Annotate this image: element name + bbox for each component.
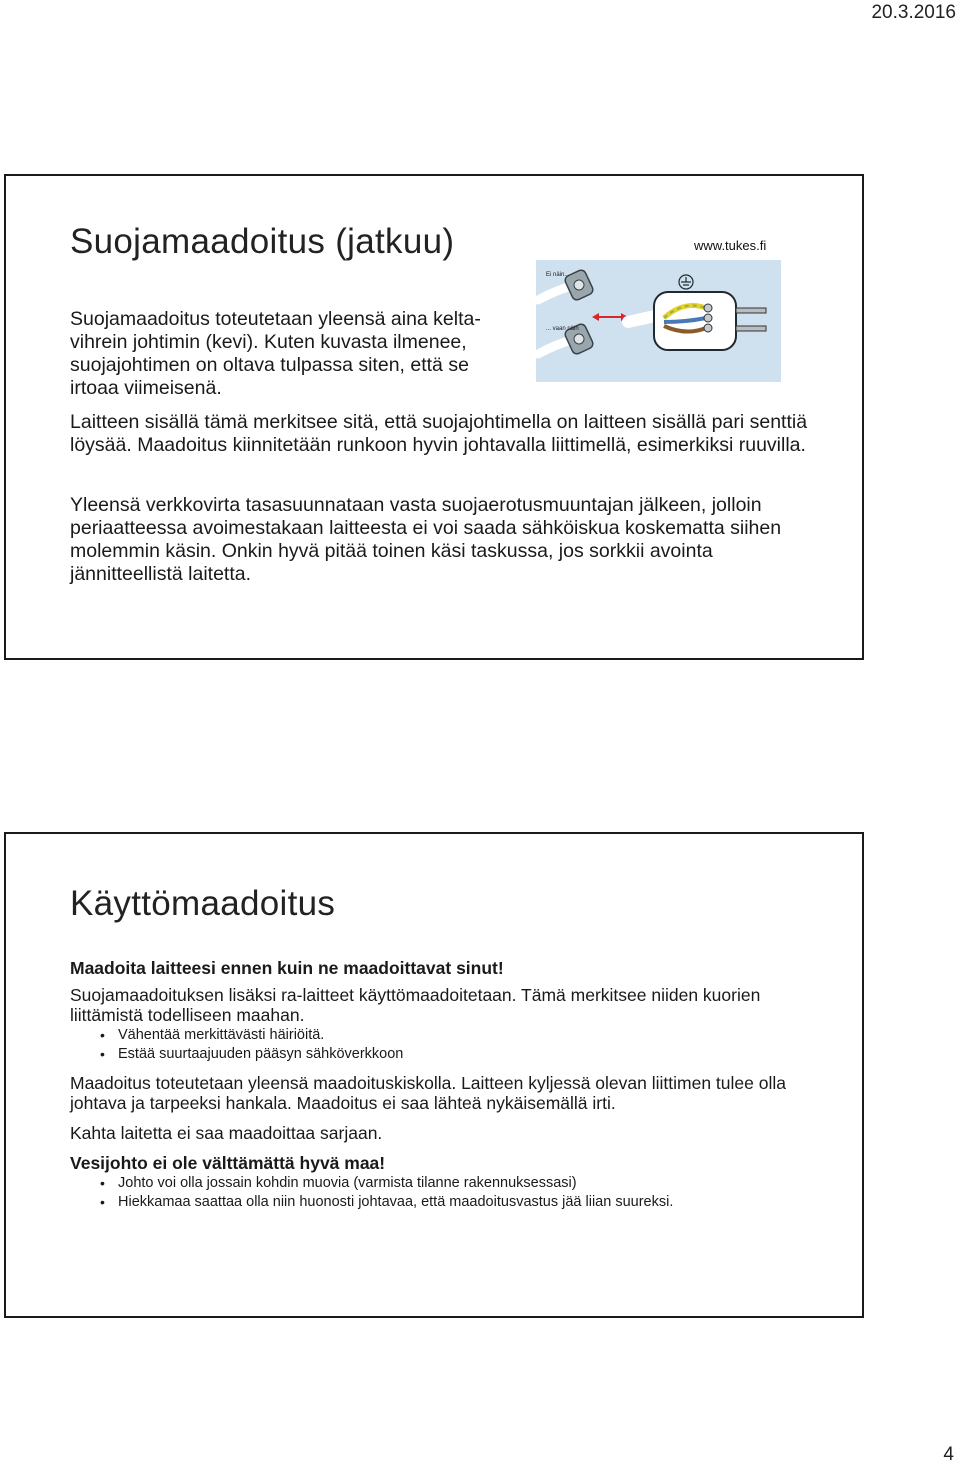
list-item: • Johto voi olla jossain kohdin muovia (varmista tilanne rakennuksessasi) — [100, 1175, 577, 1191]
plug-pin-top — [736, 308, 766, 313]
slide-kayttomaadoitus — [4, 832, 864, 1318]
paragraph-ra-laitteet: Suojamaadoituksen lisäksi ra-laitteet käyttömaadoitetaan. Tämä merkitsee niiden kuorien liittämistä todelliseen maahan. — [70, 985, 761, 1025]
paragraph-kevi: Suojamaadoitus toteutetaan yleensä aina kelta-vihrein johtimin (kevi). Kuten kuvasta ilmenee, suojajohtimen on oltava tulpassa siten, että se irtoaa viimeisenä. — [70, 308, 481, 399]
list-item: • Estää suurtaajuuden pääsyn sähköverkkoon — [100, 1046, 404, 1062]
bullet-icon: • — [100, 1175, 105, 1191]
bullet-list-vesijohto — [70, 1175, 830, 1211]
slide-title: Suojamaadoitus (jatkuu) — [70, 222, 455, 261]
page-number: 4 — [943, 1444, 954, 1465]
date-header: 20.3.2016 — [871, 2, 956, 23]
plug-grounding-diagram — [536, 260, 781, 382]
slide-suojamaadoitus — [4, 174, 864, 660]
bullet-icon: • — [100, 1046, 105, 1062]
plug-pin-bottom — [736, 326, 766, 331]
slide-body — [70, 958, 830, 1213]
bullet-icon: • — [100, 1027, 105, 1043]
label-ei-nain: Ei näin... — [546, 272, 570, 278]
emphasis-vesijohto: Vesijohto ei ole välttämättä hyvä maa! — [70, 1153, 386, 1173]
paragraph-sarjaan: Kahta laitetta ei saa maadoittaa sarjaan. — [70, 1123, 383, 1143]
emphasis-line: Maadoita laitteesi ennen kuin ne maadoittavat sinut! — [70, 958, 504, 978]
paragraph-laitteen-sisalla: Laitteen sisällä tämä merkitsee sitä, että suojajohtimella on laitteen sisällä pari senttiä löysää. Maadoitus kiinnitetään runkoon hyvin johtavalla liittimellä, esimerkiksi ruuvilla. — [70, 411, 808, 456]
paragraph-maadoituskisko: Maadoitus toteutetaan yleensä maadoituskiskolla. Laitteen kyljessä olevan liittimen tulee olla johtava ja tarpeeksi hankala. Maadoitus ei saa lähteä nykäisemällä irti. — [70, 1073, 786, 1113]
bullet-list-benefits — [70, 1027, 830, 1063]
list-item: • Hiekkamaa saattaa olla niin huonosti johtavaa, että maadoitusvastus jää liian suureksi. — [100, 1194, 674, 1210]
label-vaan-nain: ... vaan näin — [546, 326, 579, 332]
source-credit: www.tukes.fi — [694, 238, 767, 253]
paragraph-verkkovirta: Yleensä verkkovirta tasasuunnataan vasta suojaerotusmuuntajan jälkeen, jolloin periaatteessa avoimestakaan laitteesta ei voi saada sähköiskua koskematta siihen molemmin käsin. Onkin hyvä pitää toinen käsi taskussa, jos sorkkii avointa jännitteellistä laitetta. — [70, 494, 782, 585]
list-item: • Vähentää merkittävästi häiriöitä. — [100, 1027, 325, 1043]
slide-title: Käyttömaadoitus — [70, 884, 336, 923]
bullet-icon: • — [100, 1194, 105, 1210]
